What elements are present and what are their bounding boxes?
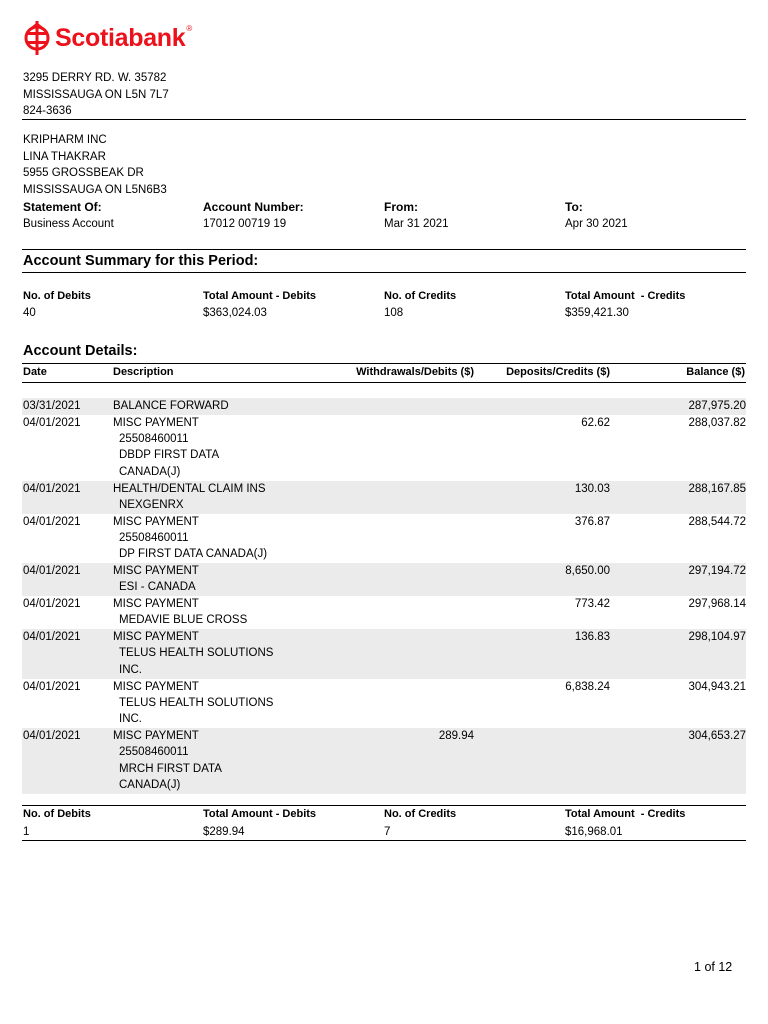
description-line: INC. (119, 713, 142, 726)
row-deposit: 6,838.24 (565, 680, 610, 693)
row-description (113, 679, 273, 728)
row-balance: 297,194.72 (688, 565, 746, 577)
table-row (22, 629, 746, 678)
table-row (22, 563, 746, 596)
header-deposits: Deposits/Credits ($) (506, 366, 610, 378)
row-description (113, 415, 219, 480)
table-row (22, 728, 746, 794)
customer-address-line: KRIPHARM INC (23, 134, 107, 146)
row-description (113, 728, 222, 793)
row-withdrawal: 289.94 (438, 730, 474, 742)
from-date-value: Mar 31 2021 (384, 218, 449, 230)
description-line: DP FIRST DATA CANADA(J) (119, 548, 268, 561)
from-label: From: (384, 200, 418, 214)
statement-of-value: Business Account (23, 218, 114, 230)
divider (22, 119, 746, 120)
description-line: MISC PAYMENT (113, 416, 199, 429)
customer-address-line: LINA THAKRAR (23, 150, 106, 163)
description-line: MEDAVIE BLUE CROSS (119, 614, 248, 627)
description-line: INC. (119, 663, 142, 676)
row-balance: 288,167.85 (688, 482, 746, 495)
row-date: 04/01/2021 (23, 515, 81, 528)
row-deposit: 773.42 (574, 598, 610, 611)
description-line: CANADA(J) (119, 465, 181, 478)
row-balance: 287,975.20 (688, 400, 746, 412)
row-deposit: 62.62 (581, 416, 610, 429)
page-current: 1 (694, 960, 701, 974)
summary-debits-total-label: Total Amount - Debits (203, 290, 317, 302)
page-credits-total-label: Total Amount - Credits (565, 808, 686, 820)
divider (22, 382, 746, 383)
row-date: 04/01/2021 (23, 416, 81, 429)
description-line: BALANCE FORWARD (113, 400, 229, 412)
row-balance: 304,653.27 (688, 730, 746, 742)
description-line: 25508460011 (119, 531, 189, 544)
description-line: MISC PAYMENT (113, 565, 199, 577)
description-line: 25508460011 (119, 746, 189, 759)
customer-address-line: 5955 GROSSBEAK DR (23, 167, 144, 179)
page-debits-count-label: No. of Debits (23, 808, 91, 820)
description-line: MISC PAYMENT (113, 680, 199, 693)
description-line: 25508460011 (119, 433, 189, 446)
row-deposit: 8,650.00 (565, 565, 610, 577)
table-row (22, 679, 746, 728)
row-balance: 297,968.14 (688, 598, 746, 611)
row-date: 04/01/2021 (23, 730, 81, 742)
branch-address-line: 824-3636 (23, 105, 72, 117)
row-description (113, 514, 267, 563)
branch-address-line: MISSISSAUGA ON L5N 7L7 (23, 88, 169, 101)
row-description (113, 596, 247, 629)
page-credits-count: 7 (384, 826, 391, 838)
divider (22, 272, 746, 273)
table-row (22, 596, 746, 629)
page-total: 12 (718, 960, 733, 974)
summary-credits-count-label: No. of Credits (384, 290, 457, 302)
row-balance: 298,104.97 (688, 631, 746, 644)
row-description (113, 398, 229, 414)
table-row (22, 398, 746, 415)
header-description: Description (113, 366, 174, 378)
description-line: HEALTH/DENTAL CLAIM INS (113, 482, 266, 495)
page-debits-count: 1 (23, 826, 30, 838)
description-line: ESI - CANADA (119, 581, 196, 594)
table-row (22, 481, 746, 514)
registered-mark: ® (186, 24, 193, 33)
row-balance: 288,544.72 (688, 515, 746, 528)
page-debits-total-label: Total Amount - Debits (203, 808, 317, 820)
summary-debits-count: 40 (23, 307, 36, 319)
description-line: TELUS HEALTH SOLUTIONS (119, 696, 274, 709)
description-line: MRCH FIRST DATA (119, 762, 222, 775)
header-balance: Balance ($) (686, 366, 745, 378)
description-line: MISC PAYMENT (113, 515, 199, 528)
account-number-value: 17012 00719 19 (203, 218, 287, 230)
divider (22, 249, 746, 250)
row-description (113, 563, 199, 596)
description-line: DBDP FIRST DATA (119, 449, 220, 462)
row-description (113, 481, 266, 514)
divider (22, 805, 746, 806)
header-withdrawals: Withdrawals/Debits ($) (356, 366, 474, 378)
branch-address-line: 3295 DERRY RD. W. 35782 (23, 72, 167, 84)
divider (22, 363, 746, 364)
summary-title: Account Summary for this Period: (23, 253, 259, 269)
branch-address (23, 70, 169, 120)
description-line: TELUS HEALTH SOLUTIONS (119, 647, 274, 660)
page-credits-count-label: No. of Credits (384, 808, 457, 820)
description-line: MISC PAYMENT (113, 631, 199, 644)
page-credits-total: $16,968.01 (565, 826, 623, 838)
summary-debits-total: $363,024.03 (203, 307, 267, 319)
row-date: 04/01/2021 (23, 482, 81, 495)
row-date: 03/31/2021 (23, 400, 81, 412)
row-description (113, 629, 273, 678)
header-date: Date (23, 366, 47, 378)
row-balance: 304,943.21 (688, 680, 746, 693)
table-row (22, 415, 746, 481)
description-line: CANADA(J) (119, 778, 181, 791)
row-deposit: 130.03 (574, 482, 610, 495)
description-line: NEXGENRX (119, 498, 184, 511)
statement-of-label: Statement Of: (23, 200, 102, 214)
to-date-value: Apr 30 2021 (565, 218, 628, 230)
summary-credits-count: 108 (384, 307, 404, 319)
bank-logo (24, 20, 192, 56)
row-deposit: 376.87 (574, 515, 610, 528)
account-number-label: Account Number: (203, 200, 304, 214)
divider (22, 840, 746, 841)
page-number (694, 960, 732, 974)
summary-credits-total-label: Total Amount - Credits (565, 290, 686, 302)
customer-address-line: MISSISSAUGA ON L5N6B3 (23, 183, 167, 196)
bank-name: Scotiabank (55, 23, 186, 52)
row-date: 04/01/2021 (23, 631, 81, 644)
row-date: 04/01/2021 (23, 565, 81, 577)
row-date: 04/01/2021 (23, 598, 81, 611)
scotiabank-globe-icon (24, 20, 50, 56)
to-label: To: (565, 200, 583, 214)
customer-address (23, 132, 167, 198)
row-balance: 288,037.82 (688, 416, 746, 429)
summary-credits-total: $359,421.30 (565, 307, 629, 319)
table-row (22, 514, 746, 563)
summary-debits-count-label: No. of Debits (23, 290, 91, 302)
description-line: MISC PAYMENT (113, 730, 199, 742)
row-date: 04/01/2021 (23, 680, 81, 693)
page-debits-total: $289.94 (203, 826, 245, 838)
description-line: MISC PAYMENT (113, 598, 199, 611)
page-of: of (704, 960, 715, 974)
row-deposit: 136.83 (574, 631, 610, 644)
details-title: Account Details: (23, 343, 138, 359)
